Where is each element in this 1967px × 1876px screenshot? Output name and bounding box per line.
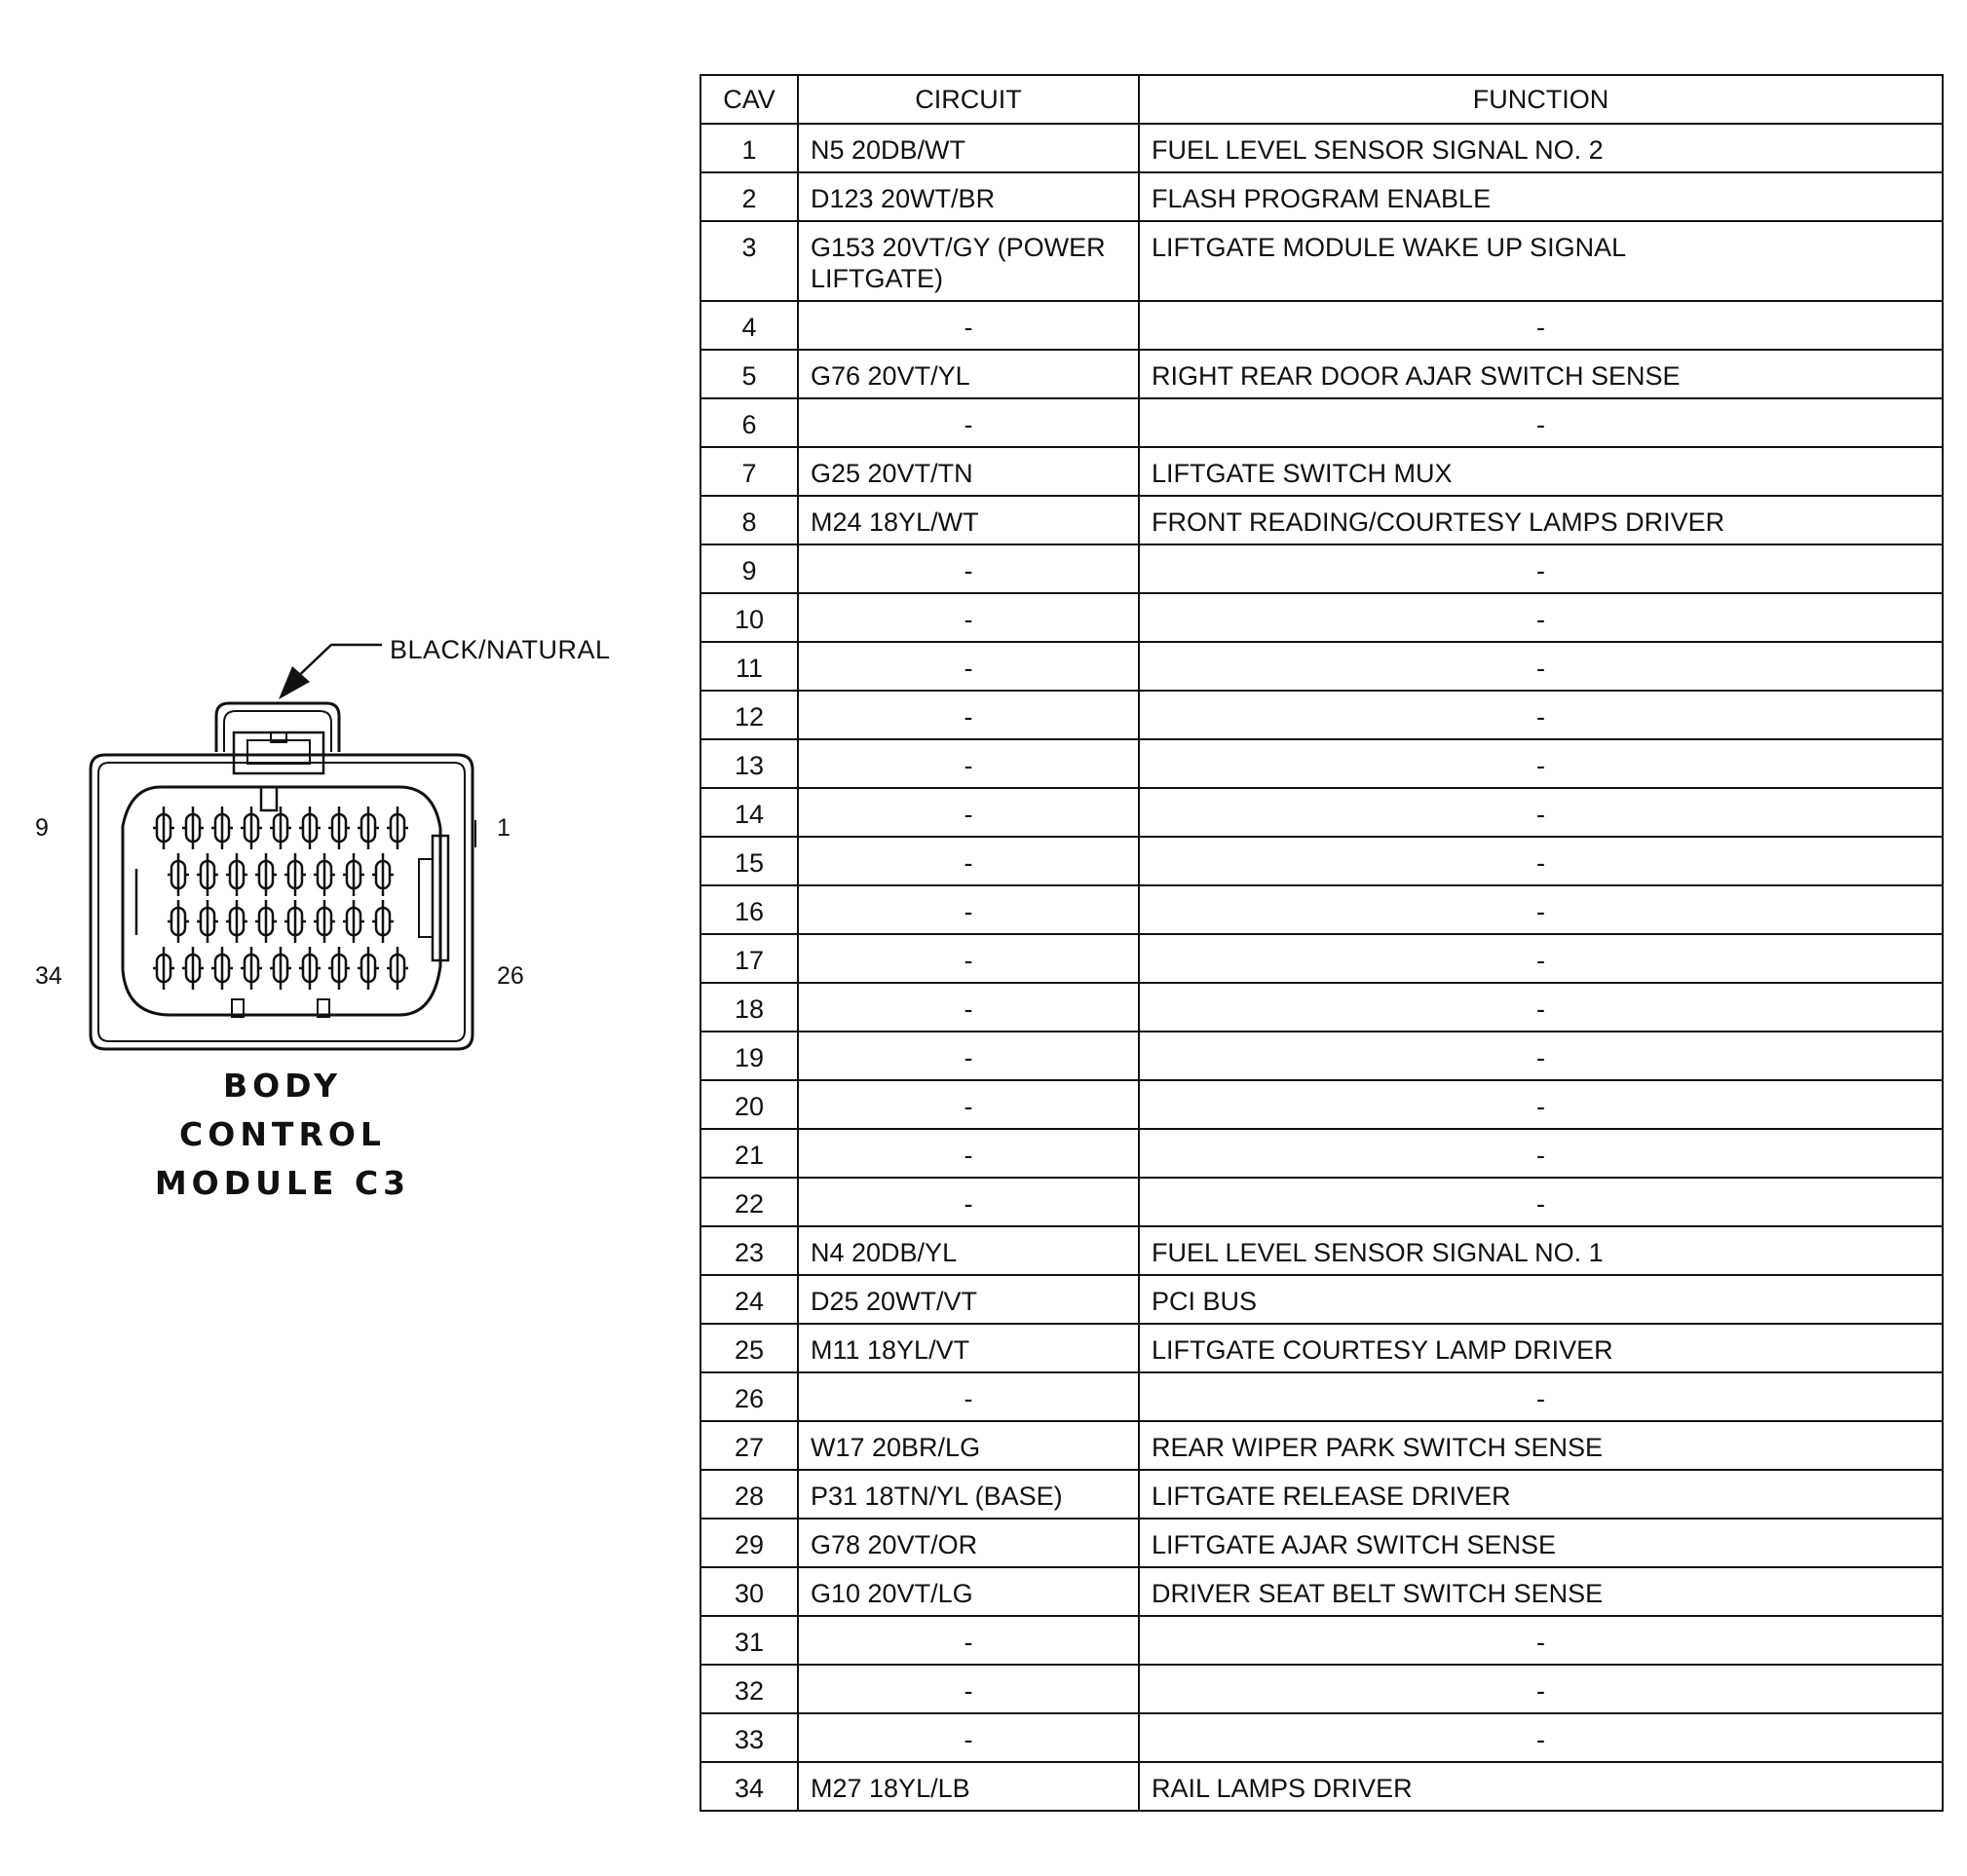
- cell-circuit: M24 18YL/WT: [798, 496, 1139, 544]
- table-row: [700, 398, 1943, 447]
- cell-function: -: [1139, 739, 1943, 788]
- cell-circuit: W17 20BR/LG: [798, 1421, 1139, 1470]
- cell-cav: 10: [700, 593, 798, 642]
- pin-terminal: [182, 947, 204, 990]
- pin-label-34: 34: [35, 962, 62, 990]
- cell-cav: 14: [700, 788, 798, 837]
- cell-cav: 4: [700, 301, 798, 350]
- cell-function: -: [1139, 983, 1943, 1032]
- cell-function: -: [1139, 593, 1943, 642]
- table-row: [700, 1665, 1943, 1713]
- cell-circuit: -: [798, 1178, 1139, 1226]
- pin-terminal: [211, 947, 233, 990]
- table-header-row: [700, 75, 1943, 124]
- cell-cav: 16: [700, 885, 798, 934]
- cell-function: FRONT READING/COURTESY LAMPS DRIVER: [1139, 496, 1943, 544]
- cell-function: LIFTGATE AJAR SWITCH SENSE: [1139, 1519, 1943, 1567]
- cell-circuit: P31 18TN/YL (BASE): [798, 1470, 1139, 1519]
- cell-cav: 22: [700, 1178, 798, 1226]
- cell-function: PCI BUS: [1139, 1275, 1943, 1324]
- cell-circuit: -: [798, 1616, 1139, 1665]
- table-row: [700, 1129, 1943, 1178]
- table-row: [700, 1519, 1943, 1567]
- pin-terminal: [241, 807, 262, 849]
- module-title-line-1: BODY: [222, 1067, 343, 1105]
- cell-function: -: [1139, 1713, 1943, 1762]
- table-row: [700, 301, 1943, 350]
- color-label-leader: [292, 645, 382, 682]
- cell-function: -: [1139, 788, 1943, 837]
- cell-function: FUEL LEVEL SENSOR SIGNAL NO. 1: [1139, 1226, 1943, 1275]
- pin-terminal: [211, 807, 233, 849]
- cell-cav: 13: [700, 739, 798, 788]
- table-row: [700, 1567, 1943, 1616]
- cell-cav: 33: [700, 1713, 798, 1762]
- cell-circuit: -: [798, 788, 1139, 837]
- pin-terminal: [153, 807, 174, 849]
- cell-function: -: [1139, 934, 1943, 983]
- cell-cav: 1: [700, 124, 798, 172]
- cell-function: -: [1139, 642, 1943, 691]
- cell-function: -: [1139, 544, 1943, 593]
- cell-cav: 19: [700, 1032, 798, 1080]
- table-row: [700, 1324, 1943, 1372]
- cell-cav: 15: [700, 837, 798, 885]
- cell-function: -: [1139, 1129, 1943, 1178]
- cell-circuit: -: [798, 642, 1139, 691]
- pin-terminal: [372, 853, 394, 896]
- cell-circuit: -: [798, 398, 1139, 447]
- table-row: [700, 788, 1943, 837]
- pin-terminal: [328, 807, 350, 849]
- cell-cav: 18: [700, 983, 798, 1032]
- pin-terminal: [270, 947, 291, 990]
- cell-circuit: D25 20WT/VT: [798, 1275, 1139, 1324]
- cell-cav: 9: [700, 544, 798, 593]
- cell-function: -: [1139, 691, 1943, 739]
- cell-cav: 24: [700, 1275, 798, 1324]
- pin-terminal: [241, 947, 262, 990]
- table-row: [700, 739, 1943, 788]
- pin-terminal: [168, 853, 189, 896]
- cell-function: -: [1139, 301, 1943, 350]
- cell-circuit: -: [798, 837, 1139, 885]
- cell-circuit: G76 20VT/YL: [798, 350, 1139, 398]
- cell-circuit: -: [798, 1080, 1139, 1129]
- cell-cav: 17: [700, 934, 798, 983]
- cell-function: -: [1139, 885, 1943, 934]
- table-row: [700, 350, 1943, 398]
- pin-terminal: [270, 807, 291, 849]
- pin-terminal: [343, 853, 364, 896]
- pin-terminal: [153, 947, 174, 990]
- cell-circuit: -: [798, 739, 1139, 788]
- cell-circuit: -: [798, 1129, 1139, 1178]
- table-row: [700, 124, 1943, 172]
- table-body: [700, 124, 1943, 1811]
- pin-label-9: 9: [35, 814, 49, 842]
- cell-function: -: [1139, 1665, 1943, 1713]
- table-row: [700, 1226, 1943, 1275]
- cell-cav: 7: [700, 447, 798, 496]
- cell-function: RAIL LAMPS DRIVER: [1139, 1762, 1943, 1811]
- cell-circuit: -: [798, 691, 1139, 739]
- cell-circuit: -: [798, 301, 1139, 350]
- cell-cav: 28: [700, 1470, 798, 1519]
- connector-diagram: [0, 0, 682, 1266]
- cell-circuit: -: [798, 1032, 1139, 1080]
- module-title: [88, 1062, 477, 1208]
- table-row: [700, 496, 1943, 544]
- cell-circuit: G10 20VT/LG: [798, 1567, 1139, 1616]
- cell-cav: 27: [700, 1421, 798, 1470]
- connector-color-label: BLACK/NATURAL: [390, 635, 611, 664]
- cell-cav: 5: [700, 350, 798, 398]
- pin-terminal: [299, 807, 321, 849]
- pin-terminal: [168, 900, 189, 943]
- cell-circuit: D123 20WT/BR: [798, 172, 1139, 221]
- table-row: [700, 885, 1943, 934]
- cell-circuit: -: [798, 1713, 1139, 1762]
- cell-circuit: M11 18YL/VT: [798, 1324, 1139, 1372]
- cell-function: -: [1139, 1372, 1943, 1421]
- cell-function: -: [1139, 1616, 1943, 1665]
- cell-function: -: [1139, 1032, 1943, 1080]
- cell-function: RIGHT REAR DOOR AJAR SWITCH SENSE: [1139, 350, 1943, 398]
- table-row: [700, 172, 1943, 221]
- cell-cav: 31: [700, 1616, 798, 1665]
- cell-function: DRIVER SEAT BELT SWITCH SENSE: [1139, 1567, 1943, 1616]
- pin-terminal: [387, 807, 408, 849]
- pin-terminal: [387, 947, 408, 990]
- table-row: [700, 1372, 1943, 1421]
- table-row: [700, 1713, 1943, 1762]
- table-row: [700, 1470, 1943, 1519]
- cell-cav: 26: [700, 1372, 798, 1421]
- cell-cav: 34: [700, 1762, 798, 1811]
- table-row: [700, 1178, 1943, 1226]
- cell-cav: 30: [700, 1567, 798, 1616]
- table-row: [700, 1616, 1943, 1665]
- pin-label-1: 1: [497, 814, 511, 842]
- table-row: [700, 593, 1943, 642]
- cell-cav: 23: [700, 1226, 798, 1275]
- cell-circuit: M27 18YL/LB: [798, 1762, 1139, 1811]
- pin-terminal: [314, 853, 335, 896]
- pin-grid: [153, 807, 408, 990]
- pin-terminal: [226, 900, 247, 943]
- cell-cav: 20: [700, 1080, 798, 1129]
- pin-terminal: [182, 807, 204, 849]
- table-row: [700, 1421, 1943, 1470]
- pin-terminal: [299, 947, 321, 990]
- cell-circuit: -: [798, 1665, 1139, 1713]
- table-row: [700, 642, 1943, 691]
- table-row: [700, 221, 1943, 301]
- cell-function: FLASH PROGRAM ENABLE: [1139, 172, 1943, 221]
- pin-terminal: [284, 853, 306, 896]
- cell-cav: 11: [700, 642, 798, 691]
- pin-terminal: [255, 853, 277, 896]
- cell-circuit: G78 20VT/OR: [798, 1519, 1139, 1567]
- pin-terminal: [328, 947, 350, 990]
- module-title-line-2: CONTROL: [179, 1115, 386, 1153]
- module-title-line-3: MODULE C3: [154, 1164, 411, 1202]
- cell-cav: 25: [700, 1324, 798, 1372]
- cell-circuit: N4 20DB/YL: [798, 1226, 1139, 1275]
- pin-terminal: [343, 900, 364, 943]
- cell-function: LIFTGATE RELEASE DRIVER: [1139, 1470, 1943, 1519]
- cell-circuit: -: [798, 885, 1139, 934]
- pin-terminal: [284, 900, 306, 943]
- cell-circuit: N5 20DB/WT: [798, 124, 1139, 172]
- cell-function: FUEL LEVEL SENSOR SIGNAL NO. 2: [1139, 124, 1943, 172]
- pin-terminal: [255, 900, 277, 943]
- pinout-table: [700, 74, 1944, 1812]
- cell-cav: 12: [700, 691, 798, 739]
- table-row: [700, 1275, 1943, 1324]
- cell-function: -: [1139, 398, 1943, 447]
- header-circuit: CIRCUIT: [798, 75, 1139, 124]
- cell-cav: 6: [700, 398, 798, 447]
- cell-circuit: -: [798, 934, 1139, 983]
- pin-terminal: [197, 853, 218, 896]
- cell-cav: 29: [700, 1519, 798, 1567]
- cell-circuit: -: [798, 983, 1139, 1032]
- pin-label-26: 26: [497, 962, 524, 990]
- cell-cav: 21: [700, 1129, 798, 1178]
- table-row: [700, 1762, 1943, 1811]
- header-function: FUNCTION: [1139, 75, 1943, 124]
- cell-circuit: G153 20VT/GY (POWER LIFTGATE): [798, 221, 1139, 301]
- pin-terminal: [197, 900, 218, 943]
- cell-circuit: -: [798, 593, 1139, 642]
- cell-cav: 8: [700, 496, 798, 544]
- table-row: [700, 983, 1943, 1032]
- cell-circuit: -: [798, 544, 1139, 593]
- pin-terminal: [358, 947, 379, 990]
- pin-terminal: [372, 900, 394, 943]
- table-row: [700, 837, 1943, 885]
- pin-terminal: [314, 900, 335, 943]
- cell-function: REAR WIPER PARK SWITCH SENSE: [1139, 1421, 1943, 1470]
- cell-function: LIFTGATE MODULE WAKE UP SIGNAL: [1139, 221, 1943, 301]
- table-row: [700, 934, 1943, 983]
- table-row: [700, 544, 1943, 593]
- cell-cav: 3: [700, 221, 798, 301]
- cell-circuit: G25 20VT/TN: [798, 447, 1139, 496]
- table-row: [700, 447, 1943, 496]
- cell-function: LIFTGATE COURTESY LAMP DRIVER: [1139, 1324, 1943, 1372]
- table-row: [700, 1032, 1943, 1080]
- cell-function: LIFTGATE SWITCH MUX: [1139, 447, 1943, 496]
- pin-terminal: [226, 853, 247, 896]
- cell-function: -: [1139, 837, 1943, 885]
- cell-function: -: [1139, 1080, 1943, 1129]
- cell-function: -: [1139, 1178, 1943, 1226]
- table-row: [700, 691, 1943, 739]
- pin-terminal: [358, 807, 379, 849]
- cell-cav: 32: [700, 1665, 798, 1713]
- header-cav: CAV: [700, 75, 798, 124]
- table-row: [700, 1080, 1943, 1129]
- cell-cav: 2: [700, 172, 798, 221]
- cell-circuit: -: [798, 1372, 1139, 1421]
